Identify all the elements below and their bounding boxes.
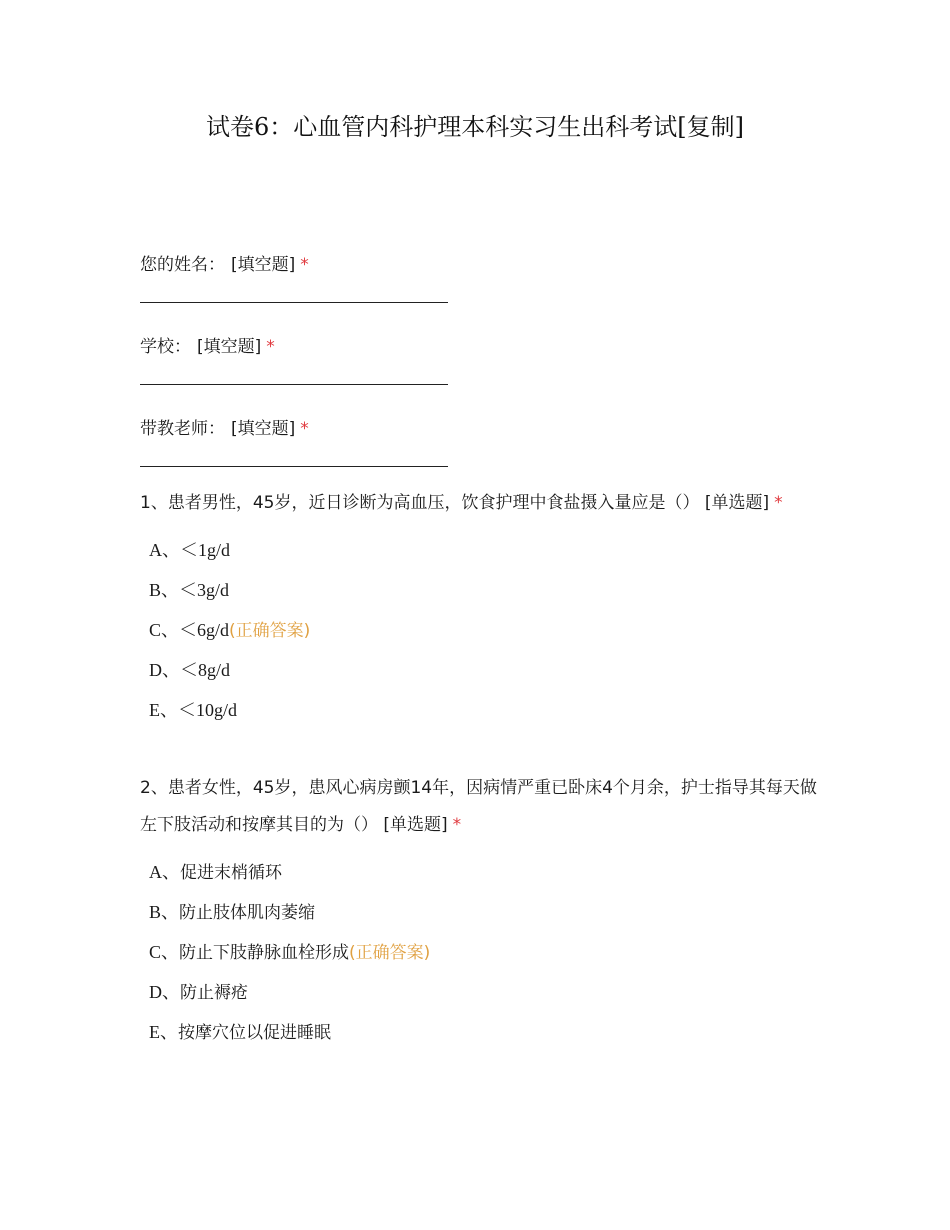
option-text: 防止肢体肌肉萎缩 <box>179 903 316 923</box>
question-text: 1、患者男性，45岁，近日诊断为高血压，饮食护理中食盐摄入量应是（） <box>140 493 700 513</box>
option-text: ＜8g/d <box>180 660 231 680</box>
option-text: ＜10g/d <box>178 700 238 720</box>
option-e[interactable] <box>149 1012 820 1052</box>
page-title: 试卷6：心血管内科护理本科实习生出科考试[复制] <box>206 113 744 141</box>
option-text: ＜3g/d <box>179 580 230 600</box>
question-2 <box>140 770 820 1052</box>
field-label: 您的姓名： <box>140 255 225 275</box>
required-mark: * <box>300 419 309 439</box>
teacher-input-line[interactable] <box>140 446 448 467</box>
option-letter: B、 <box>149 902 180 922</box>
option-d[interactable] <box>149 972 820 1012</box>
question-text: 2、患者女性，45岁，患风心病房颤14年，因病情严重已卧床4个月余，护士指导其每天做左下肢活动和按摩其目的为（） <box>140 778 817 835</box>
school-input-line[interactable] <box>140 364 448 385</box>
option-a[interactable] <box>149 530 820 570</box>
option-letter: D、 <box>149 982 180 1002</box>
options-list <box>149 530 820 730</box>
option-letter: E、 <box>149 700 178 720</box>
required-mark: * <box>774 493 783 513</box>
correct-answer-tag: (正确答案) <box>229 621 311 641</box>
field-school <box>140 330 820 385</box>
option-letter: D、 <box>149 660 180 680</box>
question-1 <box>140 485 820 730</box>
options-list <box>149 852 820 1052</box>
option-c[interactable] <box>149 932 820 972</box>
required-mark: * <box>300 255 309 275</box>
field-label: 带教老师： <box>140 419 225 439</box>
correct-answer-tag: (正确答案) <box>349 943 431 963</box>
question-type: [单选题] <box>704 493 770 513</box>
question-type: [填空题] <box>231 255 296 275</box>
option-e[interactable] <box>149 690 820 730</box>
option-b[interactable] <box>149 570 820 610</box>
option-b[interactable] <box>149 892 820 932</box>
name-input-line[interactable] <box>140 282 448 303</box>
option-text: ＜1g/d <box>180 540 231 560</box>
required-mark: * <box>452 815 462 835</box>
field-label: 学校： <box>140 337 191 357</box>
option-letter: C、 <box>149 620 180 640</box>
option-d[interactable] <box>149 650 820 690</box>
option-text: 防止褥疮 <box>180 983 248 1003</box>
option-text: ＜6g/d <box>179 620 230 640</box>
option-letter: C、 <box>149 942 180 962</box>
exam-content <box>140 248 820 1052</box>
option-letter: E、 <box>149 1022 178 1042</box>
required-mark: * <box>266 337 275 357</box>
option-text: 按摩穴位以促进睡眠 <box>178 1023 331 1043</box>
option-c[interactable] <box>149 610 820 650</box>
question-type: [填空题] <box>231 419 296 439</box>
question-type: [单选题] <box>383 815 448 835</box>
option-letter: A、 <box>149 540 180 560</box>
option-text: 防止下肢静脉血栓形成 <box>179 943 350 963</box>
question-type: [填空题] <box>197 337 262 357</box>
option-a[interactable] <box>149 852 820 892</box>
field-name <box>140 248 820 303</box>
option-text: 促进末梢循环 <box>180 863 282 883</box>
field-teacher <box>140 412 820 467</box>
option-letter: A、 <box>149 862 180 882</box>
option-letter: B、 <box>149 580 180 600</box>
